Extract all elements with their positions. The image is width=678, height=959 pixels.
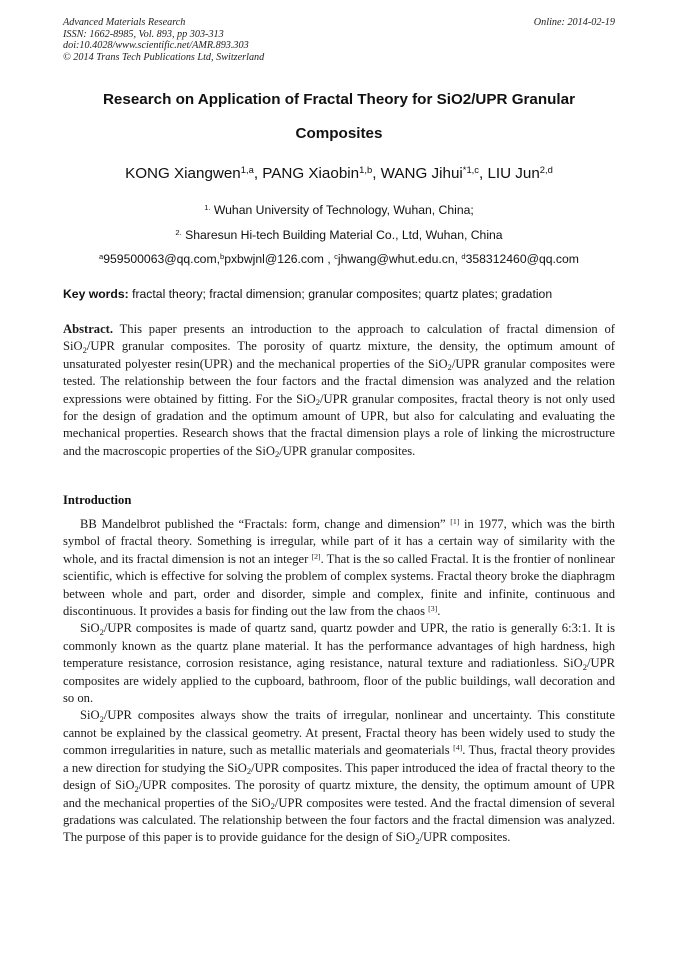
copyright-line: © 2014 Trans Tech Publications Ltd, Switzerland <box>63 51 265 63</box>
subscript: 2 <box>82 344 87 355</box>
keywords-label: Key words: <box>63 287 129 301</box>
subscript: 2 <box>415 835 420 846</box>
subscript: 2 <box>274 449 280 460</box>
email-list: $^a$959500063@qq.com,$^b$pxbwjnl@126.com , $^c$jhwang@whut.edu.cn, $^d$358312460@qq.com <box>99 251 579 266</box>
journal-header <box>63 17 264 63</box>
text-run: /UPR composites. This paper introduced the idea of fractal theory to the design of SiO <box>63 760 615 793</box>
email-link[interactable]: 959500063@qq.com, <box>103 252 220 266</box>
email-link[interactable]: pxbwjnl@126.com , <box>224 252 335 266</box>
text-run: . <box>437 604 441 619</box>
citation-ref: [2] <box>311 551 321 561</box>
text-run: . Thus, fractal theory provides a new direction for studying the SiO <box>63 743 615 775</box>
citation-ref: [4] <box>453 743 463 752</box>
author-list <box>40 165 638 182</box>
subscript: 2 <box>315 397 320 408</box>
text-run: /UPR composites are widely applied to the cupboard, bathroom, floor of the public buildings, wall decoration and so on. <box>63 656 615 706</box>
text-run: This paper presents an introduction to the approach to calculation of fractal dimension of SiO <box>63 322 615 354</box>
email-link[interactable]: 358312460@qq.com <box>465 252 579 266</box>
subscript: 2 <box>99 627 104 637</box>
email-link[interactable]: jhwang@whut.edu.cn, <box>337 252 462 266</box>
subscript: 2 <box>582 661 587 672</box>
author: LIU Jun$^{2,d}$ <box>487 163 553 182</box>
intro-paragraph-2 <box>63 620 615 707</box>
subscript: 2 <box>447 362 452 373</box>
text-run: /UPR composites is made of quartz sand, quartz powder and UPR, the ratio is generally 6:3:1. It is commonly known as the quartz plane material. It has the performance advantages of high hardness, high temperature resistance, corrosion resistance, aging resistance, natural texture and radiationless. SiO <box>63 621 615 671</box>
journal-name: Advanced Materials Research <box>63 17 186 28</box>
intro-paragraph-1 <box>63 516 615 620</box>
text-run: in 1977, which was the birth symbol of fractal theory. Something is irregular, while part of it has a certain way of similarity with the whole, and its fractal dimension is not an integer <box>63 517 615 566</box>
online-date: Online: 2014-02-19 <box>533 17 615 28</box>
citation-ref: [3] <box>428 603 438 613</box>
text-run: SiO <box>80 621 100 636</box>
issn-line: ISSN: 1662-8985, Vol. 893, pp 303-313 <box>63 28 224 40</box>
text-run: /UPR granular composites, fractal theory is not only used for the design of gradation and the optimum amount of UPR, but also for calculating and evaluating the mechanical properties. Research shows that the fractal dimension plays a role of linking the microstructure and the macroscopic properties of the SiO <box>63 391 615 458</box>
author: WANG Jihui$^{*1,c}$, <box>380 163 488 182</box>
subscript: 2 <box>270 801 275 812</box>
author: KONG Xiangwen$^{1,a}$, <box>125 163 263 182</box>
doi-line: doi:10.4028/www.scientific.net/AMR.893.303 <box>63 40 249 52</box>
text-run: /UPR granular composites were tested. The relationship between the four factors and the fractal dimension was analyzed and the relation expressions were obtained by fitting. For the SiO <box>63 356 615 406</box>
text-run: /UPR composites. <box>419 830 511 845</box>
text-run: /UPR granular composites. The porosity of quartz mixture, the density, the optimum amount of unsaturated polyester resin(UPR) and the mechanical properties of the SiO <box>63 339 615 371</box>
text-run: SiO <box>80 708 100 723</box>
affiliation-1: $^{1.}$ Wuhan University of Technology, Wuhan, China; <box>204 202 474 217</box>
keywords <box>63 287 623 301</box>
text-run: /UPR composites always show the traits of irregular, nonlinear and uncertainty. This constitute cannot be explained by the classical geometry. At present, Fractal theory has been widely used to study the common irregularities in nature, such as metallic materials and geomaterials <box>63 708 615 758</box>
abstract <box>63 321 615 460</box>
paper-title-line-2: Composites <box>295 125 383 142</box>
citation-ref: [1] <box>450 516 460 526</box>
abstract-label: Abstract. <box>63 322 114 336</box>
introduction-heading: Introduction <box>63 493 132 507</box>
subscript: 2 <box>134 783 139 794</box>
text-run: BB Mandelbrot published the “Fractals: form, change and dimension” <box>80 517 451 531</box>
abstract-text <box>63 322 615 458</box>
subscript: 2 <box>99 714 104 725</box>
paper-title-line-1: Research on Application of Fractal Theory for SiO2/UPR Granular <box>102 91 576 108</box>
keywords-text: fractal theory; fractal dimension; granular composites; quartz plates; gradation <box>128 287 553 301</box>
text-run: /UPR granular composites. <box>279 443 416 458</box>
text-run: . That is the so called Fractal. It is the frontier of nonlinear scientific, which is effective for solving the problem of complex systems. Fractal theory broke the diaphragm between whole and part, order and disorder, simple and complex, finite and infinite, continuous and discontinuous. It provides a basis for finding out the law from the chaos <box>63 551 615 619</box>
text-run: /UPR composites. The porosity of quartz mixture, the density, the optimum amount of UPR and the mechanical properties of the SiO <box>63 778 616 810</box>
intro-paragraph-3 <box>63 707 615 846</box>
subscript: 2 <box>246 766 252 777</box>
author: PANG Xiaobin$^{1,b}$, <box>262 163 381 182</box>
affiliation-2: $^{2.}$ Sharesun Hi-tech Building Material Co., Ltd, Wuhan, China <box>175 227 503 242</box>
introduction-body <box>63 516 615 847</box>
text-run: /UPR composites were tested. And the fractal dimension of several gradations was calculated. The relationship between the four factors and the fractal dimension was analyzed. The purpose of this paper is to provide guidance for the design of SiO <box>63 795 615 845</box>
